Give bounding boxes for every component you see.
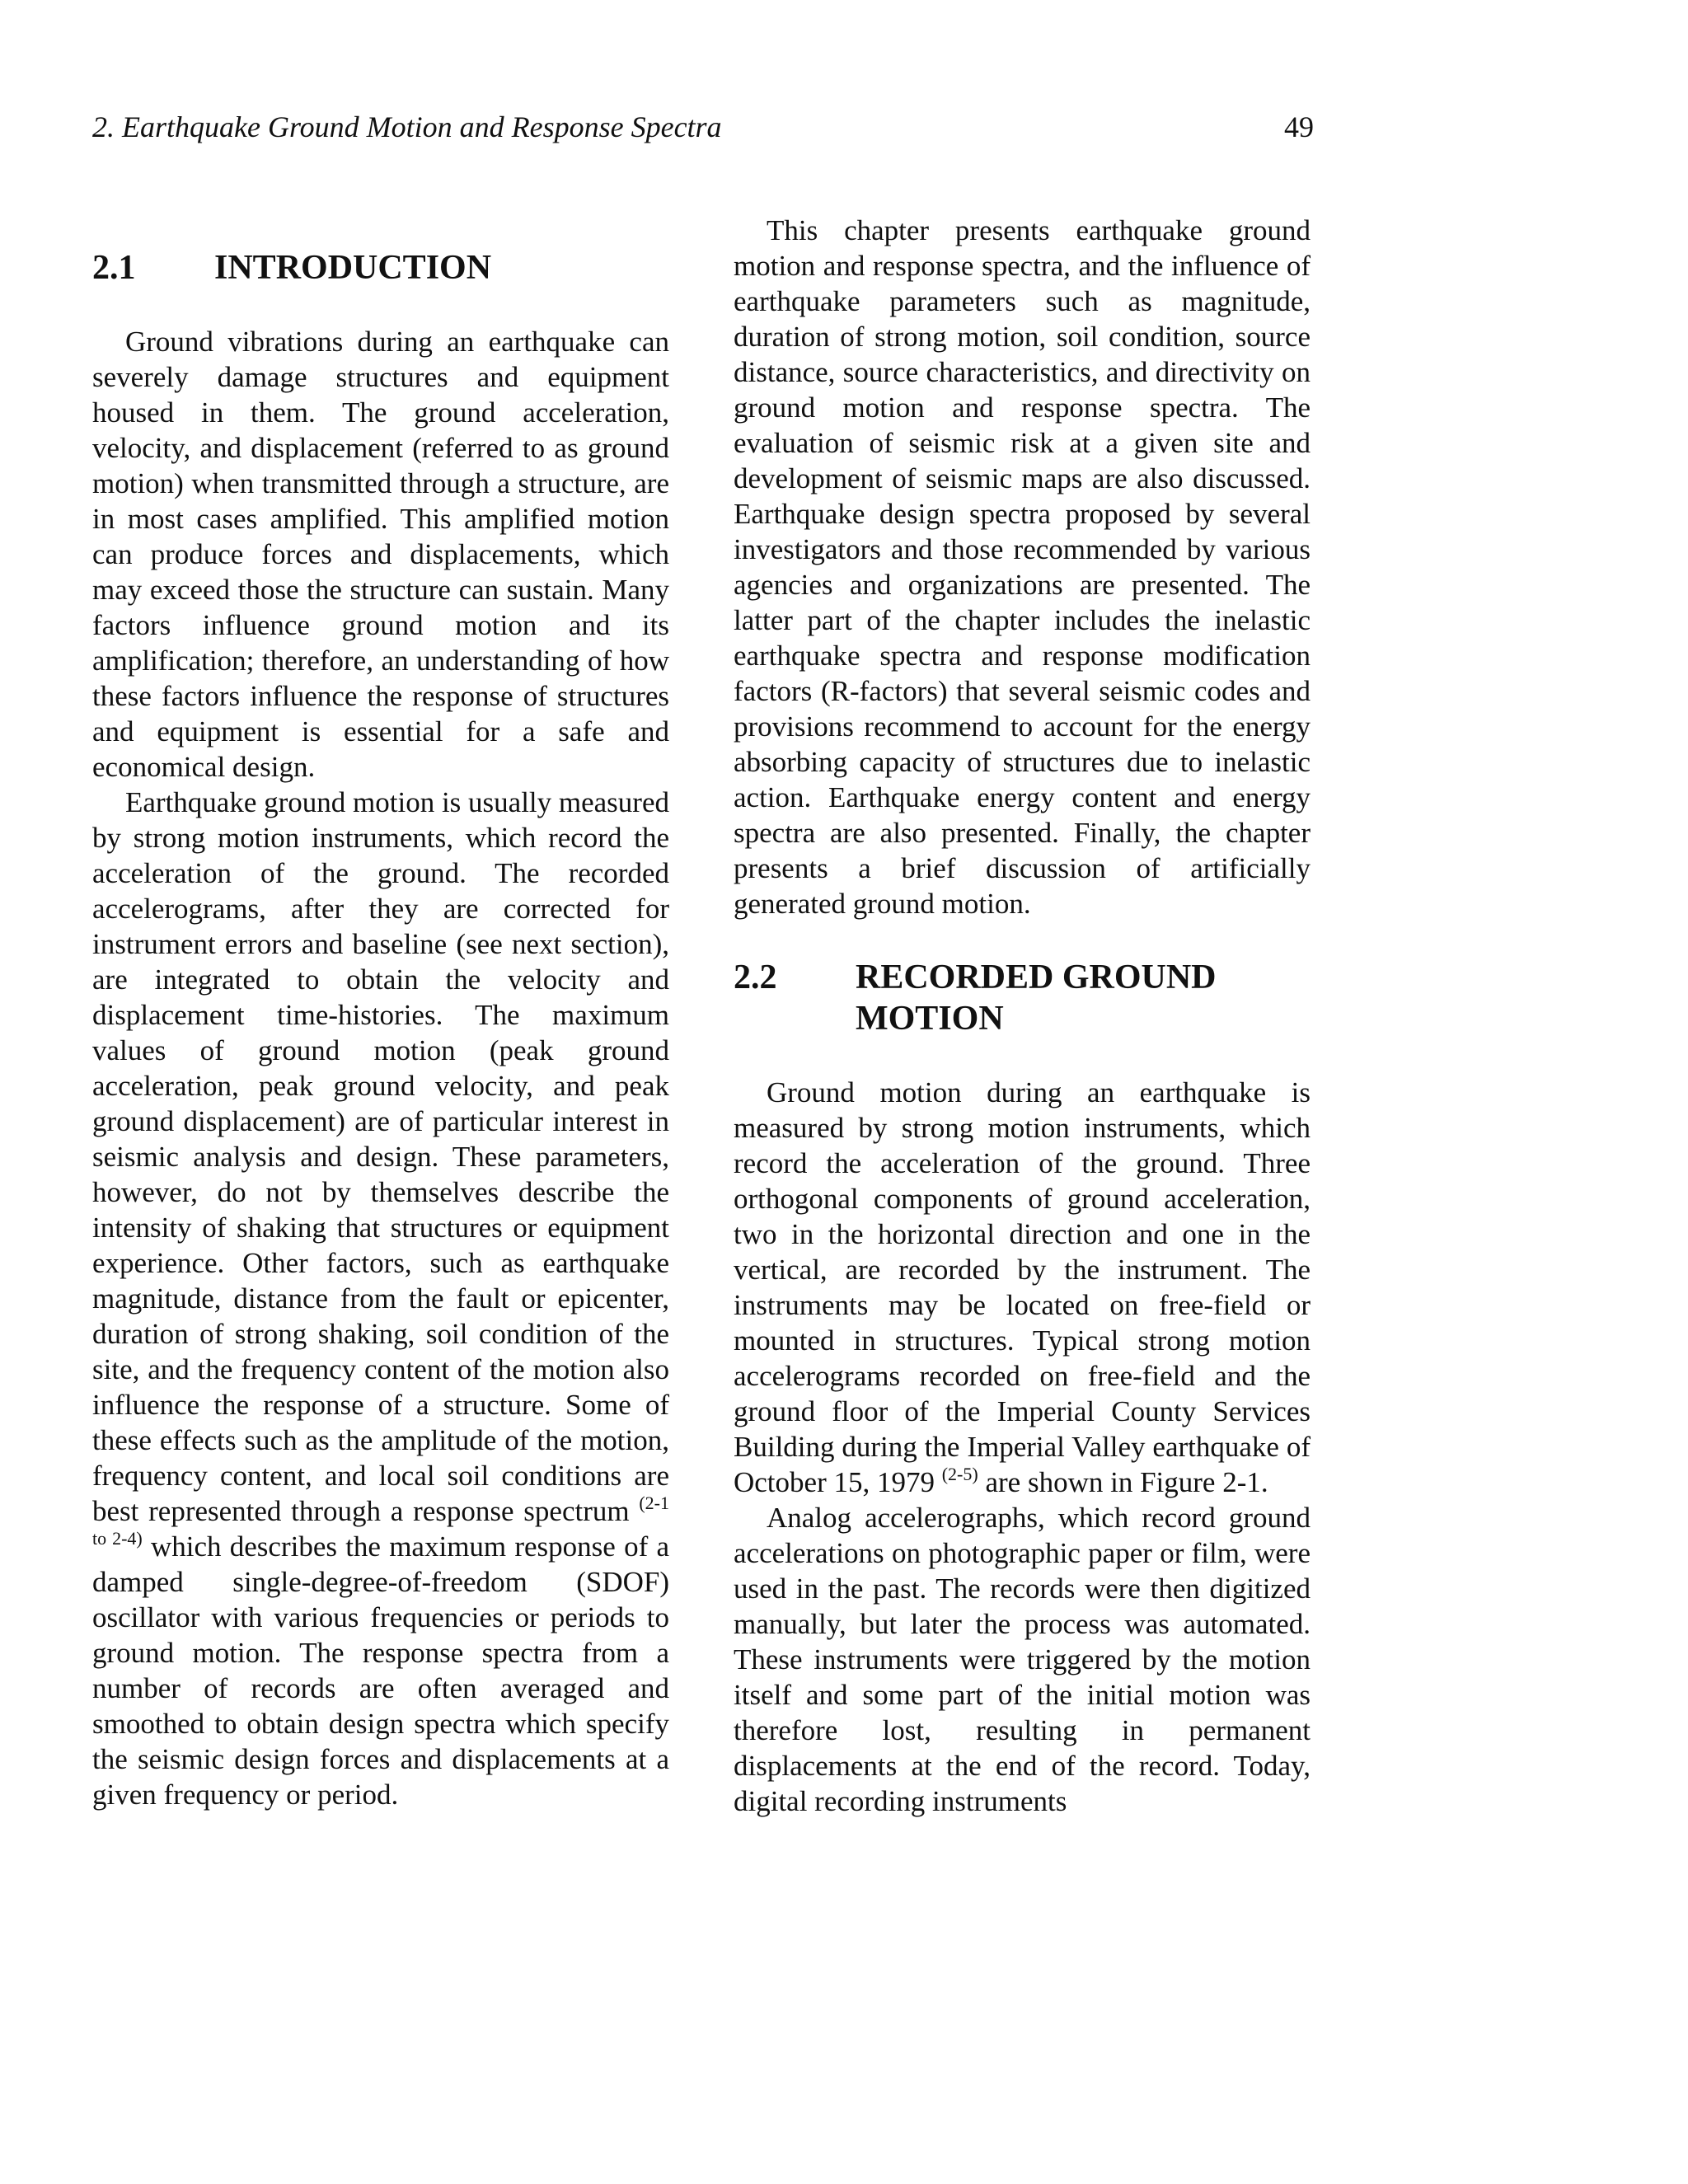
section-heading-intro (92, 247, 669, 288)
recorded-motion-paragraph-1 (734, 1075, 1311, 1500)
running-head (92, 109, 1314, 145)
paragraph-text: are shown in Figure 2-1. (978, 1466, 1268, 1498)
section-title-line-1: RECORDED GROUND (856, 958, 1217, 996)
section-number: 2.1 (92, 249, 136, 287)
chapter-overview-paragraph: This chapter presents earthquake ground motion and response spectra, and the influence of earthquake parameters such as magnitude, duration of strong motion, soil condition, source distance, source characteristics, and directivity on ground motion and response spectra. The evaluation of seismic risk at a given site and development of seismic maps are also discussed. Earthquake design spectra proposed by several investigators and those recommended by various agencies and organizations are presented. The latter part of the chapter includes the inelastic earthquake spectra and response modification factors (R-factors) that several seismic codes and provisions recommend to account for the energy absorbing capacity of structures due to inelastic action. Earthquake energy content and energy spectra are also presented. Finally, the chapter presents a brief discussion of artificially generated ground motion. (734, 214, 1311, 920)
left-column (92, 247, 669, 1812)
paragraph-text: which describes the maximum response of a damped single-degree-of-freedom (SDOF) oscillator with various frequencies or periods to ground motion. The response spectra from a number of records are often averaged and smoothed to obtain design spectra which specify the seismic design forces and displacements at a given frequency or period. (92, 1530, 669, 1811)
citation-ref: (2-1 to 2-4) (92, 1493, 669, 1549)
section-title (856, 957, 1311, 1039)
intro-paragraph-2 (92, 785, 669, 1812)
section-title: INTRODUCTION (214, 249, 492, 287)
section-heading-recorded-ground-motion (734, 957, 1311, 1039)
citation-ref: (2-5) (941, 1464, 978, 1484)
paragraph-text: Earthquake ground motion is usually measured by strong motion instruments, which record the acceleration of the ground. The recorded accelerograms, after they are corrected for instrument errors and baseline (see next section), are integrated to obtain the velocity and displacement time-histories. The maximum values of ground motion (peak ground acceleration, peak ground velocity, and peak ground displacement) are of particular interest in seismic analysis and design. These parameters, however, do not by themselves describe the intensity of shaking that structures or equipment experience. Other factors, such as earthquake magnitude, distance from the fault or epicenter, duration of strong shaking, soil condition of the site, and the frequency content of the motion also influence the response of a structure. Some of these effects such as the amplitude of the motion, frequency content, and local soil conditions are best represented through a response spectrum (92, 786, 669, 1527)
section-number: 2.2 (734, 958, 777, 996)
recorded-motion-paragraph-2: Analog accelerographs, which record ground accelerations on photographic paper or film, were used in the past. The records were then digitized manually, but later the process was automated. These instruments were triggered by the motion itself and some part of the initial motion was therefore lost, resulting in permanent displacements at the end of the record. Today, digital recording instruments (734, 1502, 1311, 1817)
right-column (734, 213, 1311, 1819)
page-number: 49 (1284, 110, 1314, 143)
paragraph-text: Ground motion during an earthquake is measured by strong motion instruments, which record the acceleration of the ground. Three orthogonal components of ground acceleration, two in the horizontal direction and one in the vertical, are recorded by the instrument. The instruments may be located on free-field or mounted in structures. Typical strong motion accelerograms recorded on free-field and the ground floor of the Imperial County Services Building during the Imperial Valley earthquake of October 15, 1979 (734, 1076, 1311, 1498)
intro-paragraph-1: Ground vibrations during an earthquake can severely damage structures and equipment housed in them. The ground acceleration, velocity, and displacement (referred to as ground motion) when transmitted through a structure, are in most cases amplified. This amplified motion can produce forces and displacements, which may exceed those the structure can sustain. Many factors influence ground motion and its amplification; therefore, an understanding of how these factors influence the response of structures and equipment is essential for a safe and economical design. (92, 326, 669, 783)
section-title-line-2: MOTION (856, 1000, 1004, 1038)
running-head-title: 2. Earthquake Ground Motion and Response Spectra (92, 110, 722, 143)
